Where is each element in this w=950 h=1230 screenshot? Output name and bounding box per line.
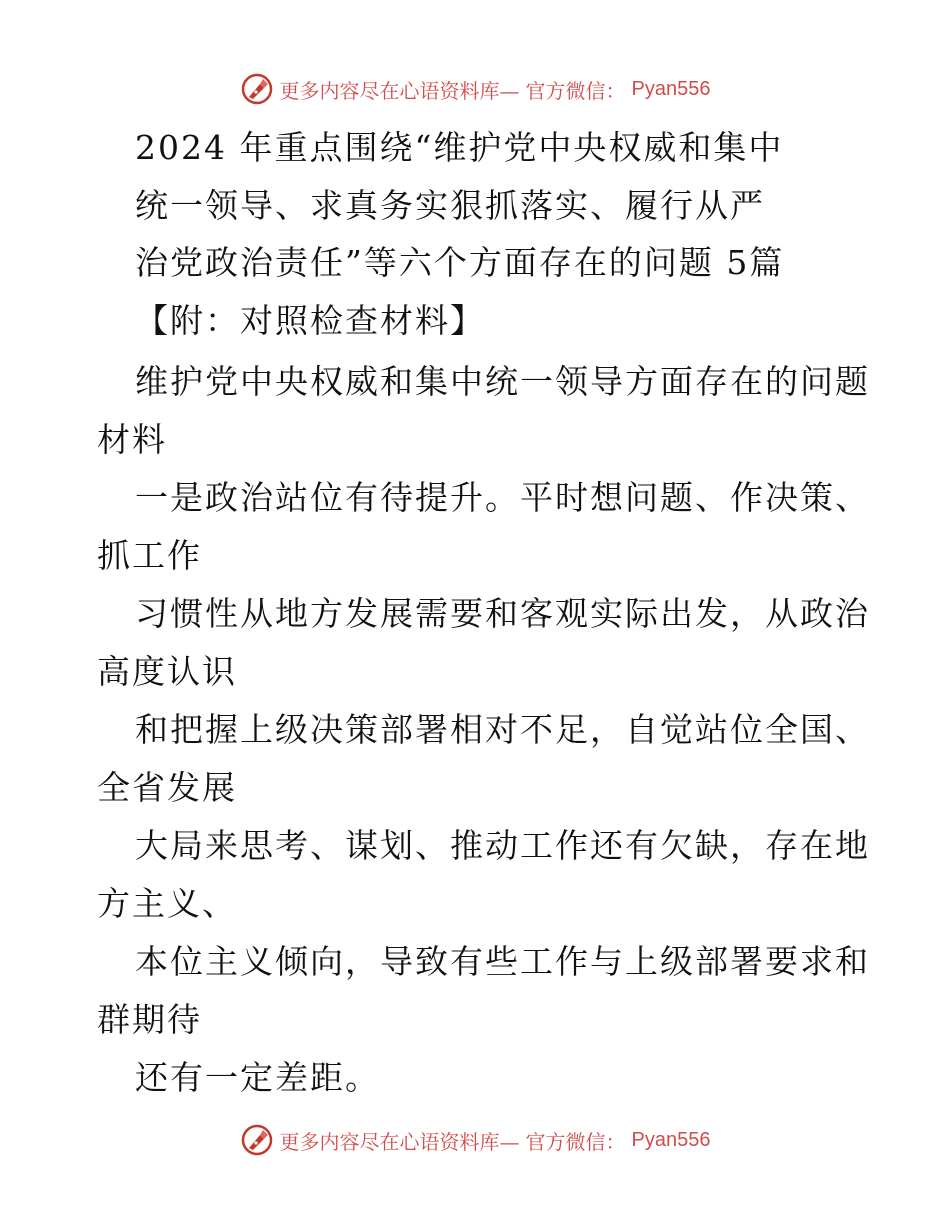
paragraph-line: 还有一定差距。	[135, 1058, 380, 1097]
paragraph-line: 和把握上级决策部署相对不足，自觉站位全国、	[135, 710, 870, 749]
footer-wechat-label: 官方微信：	[525, 1129, 626, 1154]
paragraph-line: 高度认识	[97, 652, 237, 691]
title-line-2: 统一领导、求真务实狠抓落实、履行从严	[135, 186, 765, 225]
title-line-4: 【附：对照检查材料】	[135, 301, 485, 340]
footer-banner	[0, 1123, 950, 1157]
header-wechat-id: Pyan556	[631, 77, 711, 100]
paragraph-line: 群期待	[97, 1000, 202, 1039]
header-banner-text: 更多内容尽在心语资料库—	[279, 78, 520, 103]
paragraph-line: 方主义、	[97, 884, 237, 923]
paragraph-line: 全省发展	[97, 768, 237, 807]
section-heading-line-2: 材料	[97, 420, 167, 459]
footer-wechat-id: Pyan556	[631, 1128, 711, 1151]
title-line-3: 治党政治责任”等六个方面存在的问题 5篇	[135, 243, 785, 282]
paragraph-line: 本位主义倾向，导致有些工作与上级部署要求和	[135, 942, 870, 981]
paragraph-line: 抓工作	[97, 536, 202, 575]
section-heading-line-1: 维护党中央权威和集中统一领导方面存在的问题	[135, 362, 870, 401]
title-line-1: 2024 年重点围绕“维护党中央权威和集中	[135, 128, 784, 167]
paragraph-line: 大局来思考、谋划、推动工作还有欠缺，存在地	[135, 826, 870, 865]
pen-nib-logo-icon	[240, 1123, 274, 1157]
paragraph-line: 一是政治站位有待提升。平时想问题、作决策、	[135, 478, 870, 517]
footer-banner-text: 更多内容尽在心语资料库—	[279, 1129, 520, 1154]
header-wechat-label: 官方微信：	[525, 78, 626, 103]
header-banner	[0, 72, 950, 106]
pen-nib-logo-icon	[240, 72, 274, 106]
paragraph-line: 习惯性从地方发展需要和客观实际出发，从政治	[135, 594, 870, 633]
